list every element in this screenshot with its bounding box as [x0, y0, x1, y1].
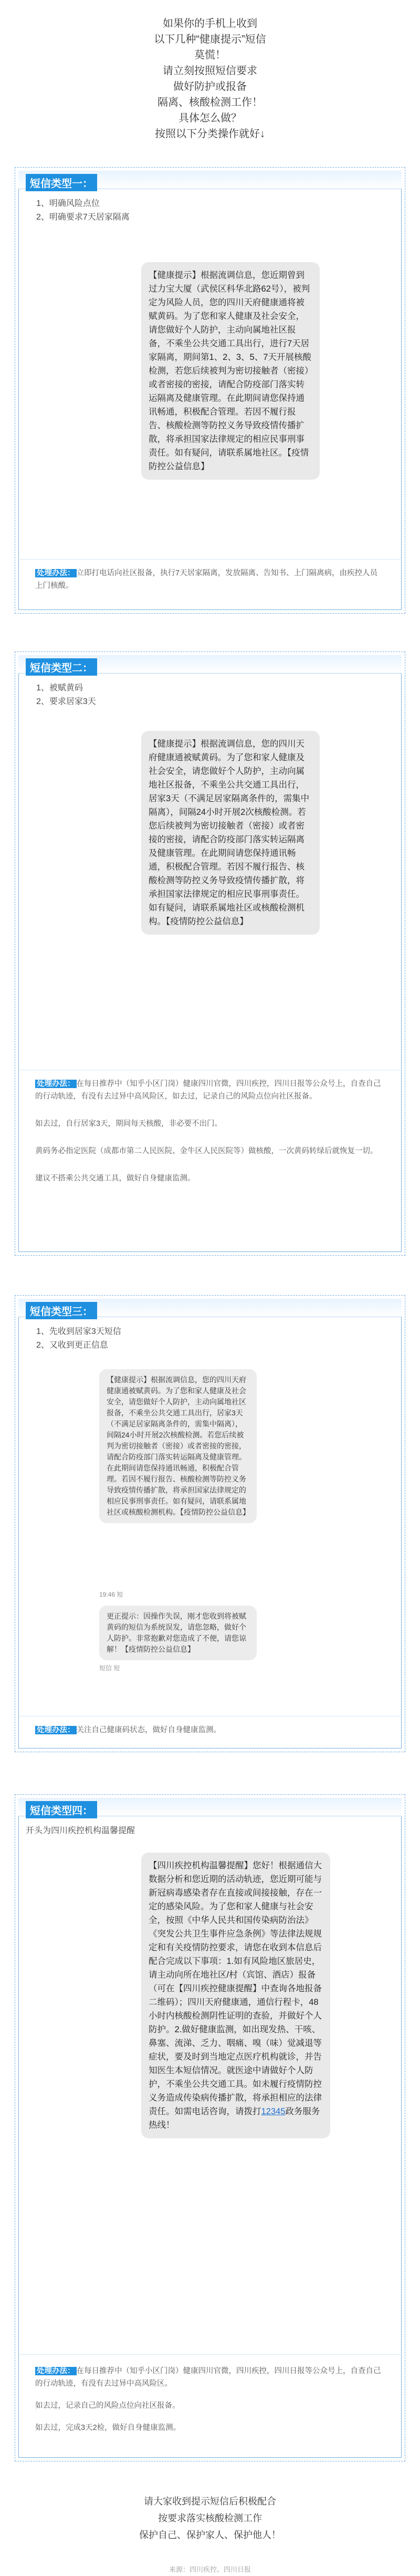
type1-note: [35, 567, 385, 592]
card-border: [18, 1299, 402, 1749]
list-item: 2、又收到更正信息: [36, 1341, 108, 1350]
note-text: 建议不搭乘公共交通工具，做好自身健康监测。: [35, 1174, 195, 1183]
sms-text: 【健康提示】根据流调信息，您的四川天府健康通被赋黄码。为了您和家人健康及社会安全，请您做好个人防护，主动向属地社区报备，不乘坐公共交通工具出行，居家3天（不满足居家隔离条件的，需集中隔离），间隔24小时开展2次核酸检测。若您后续被判为密切接触者（密接）或者密接的密接，请配合防疫部门落实转运隔离及健康管理。在此期间请您保持通讯畅通，积极配合管理。若因不履行报告、核酸检测等防控义务导致疫情传播扩散，将承担国家法律规定的相应民事刑事责任。如有疑问，请联系属地社区或核酸检测机构。【疫情防控公益信息】: [107, 1375, 250, 1516]
type3-tag: 短信类型三：: [26, 1302, 97, 1319]
note-label: 处理办法：: [35, 1080, 77, 1088]
card-header: [18, 655, 402, 674]
intro: [0, 0, 420, 142]
type1-tag: 短信类型一：: [26, 174, 97, 191]
intro-line: 以下几种“健康提示”短信: [154, 34, 266, 45]
intro-line: 隔离、核酸检测工作！: [158, 97, 262, 108]
note-text: 如去过，记录自己的风险点位向社区报备。: [35, 2402, 180, 2410]
note-text: 立即打电话向社区报备，执行7天居家隔离，发放隔离、告知书、上门隔离病，由疾控人员上门核酸。: [35, 569, 378, 590]
note-text: 如去过，完成3天2检，做好自身健康监测。: [35, 2424, 181, 2432]
card-header: [18, 1798, 402, 1816]
intro-line: 请立刻按照短信要求: [163, 65, 257, 77]
type3-correction-bubble: [99, 1606, 257, 1660]
type1-sms-bubble: [141, 262, 320, 480]
divider: [18, 2354, 402, 2355]
type2-sms-bubble: [141, 731, 320, 935]
type4-intro: 开头为四川疾控机构温馨提醒: [26, 1826, 135, 1835]
type2-tag: 短信类型二：: [26, 658, 97, 676]
intro-line: 具体怎么做？: [178, 112, 242, 124]
type4-note: [35, 2365, 385, 2434]
card-header: [18, 171, 402, 189]
sms-text: 【四川疾控机构温馨提醒】您好！根据通信大数据分析和您近期的活动轨迹，您近期可能与新冠病毒感染者存在直接或间接接触，存在一定的感染风险。为了您和家人健康与社会安全，按照《中华人民共和国传染病防治法》《突发公共卫生事件应急条例》等法律法规规定和有关疫情防控要求，请您在收到本信息后配合完成以下事项：1.如有风险地区旅居史，请主动向所在地社区/村（宾馆、酒店）报备（可在【四川疾控健康提醒】中查询各地报备二维码）；四川天府健康通，通信行程卡，48小时内核酸检测阴性证明的查验，并做好个人防护。2.做好健康监测，如出现发热、干咳、鼻塞、流涕、乏力、咽痛、嗅（味）觉减退等症状，要及时到当地定点医疗机构就诊，并告知医生本短信情况。就医途中请做好个人防护，不乘坐公共交通工具。如未履行疫情防控义务造成传染病传播扩散，将承担相应的法律责任。如需电话咨询，请拨打: [149, 1861, 322, 2116]
intro-line: 做好防护或报备: [173, 81, 247, 92]
type3-card: [15, 1295, 405, 1752]
note-text: 关注自己健康码状态，做好自身健康监测。: [76, 1726, 221, 1734]
list-item: 1、先收到居家3天短信: [36, 1327, 121, 1336]
note-label: 处理办法：: [35, 2367, 77, 2375]
type2-card: [15, 651, 405, 1256]
note-text: 如去过，自行居家3天，期间每天核酸，非必要不出门。: [35, 1120, 223, 1128]
note-text: 在每日推荐中（知乎小区门岗）健康四川官微，四川疾控，四川日报等公众号上，自查自己的行动轨迹，有没有去过异中高风险区。: [35, 2367, 381, 2388]
type4-sms-bubble: [141, 1853, 330, 2138]
type1-items: [36, 197, 130, 224]
sms-timestamp: 19:46 短: [99, 1591, 123, 1598]
type1-card: [15, 167, 405, 614]
type3-sms-bubble: [99, 1369, 257, 1523]
source-credit: 来源：四川疾控、四川日报: [169, 2565, 251, 2573]
note-text: 在每日推荐中（知乎小区门岗）健康四川官微，四川疾控，四川日报等公众号上，自查自己的行动轨迹，有没有去过异中高风险区，如去过，记录自己的风险点位向社区报备。: [35, 1080, 381, 1101]
type2-note: [35, 1078, 385, 1185]
sms-text: 【健康提示】根据流调信息，您的四川天府健康通被赋黄码。为了您和家人健康及社会安全，请您做好个人防护，主动向属地社区报备，不乘坐公共交通工具出行，居家3天（不满足居家隔离条件的，需集中隔离），间隔24小时开展2次核酸检测。若您后续被判为密切接触者（密接）或者密接的密接，请配合防疫部门落实转运隔离及健康管理。在此期间请您保持通讯畅通，积极配合管理。若因不履行报告、核酸检测等防控义务导致疫情传播扩散，将承担国家法律规定的相应民事刑事责任。如有疑问，请联系属地社区或核酸检测机构。【疫情防控公益信息】: [149, 739, 310, 926]
type4-card: [15, 1794, 405, 2461]
sms-text: 更正提示：因操作失误，刚才您收到将被赋黄码的短信为系统误发，请您忽略，做好个人防护。非常抱歉对您造成了不便，请您谅解！【疫情防控公益信息】: [107, 1612, 246, 1653]
outro-line: 请大家收到提示短信后积极配合: [144, 2496, 276, 2507]
intro-line: 按照以下分类操作就好↓: [155, 128, 265, 140]
list-item: 1、被赋黄码: [36, 684, 83, 692]
intro-line: 如果你的手机上收到: [163, 18, 257, 29]
sms-timestamp: 短信 短: [99, 1664, 120, 1672]
outro-line: 保护自己、保护家人、保护他人！: [139, 2530, 281, 2540]
type3-items: [36, 1325, 121, 1352]
divider: [18, 559, 402, 560]
sms-text: 政务服务热线！: [149, 2107, 320, 2130]
type2-items: [36, 681, 96, 709]
note-label: 处理办法：: [35, 569, 77, 577]
hotline-link[interactable]: 12345: [261, 2107, 286, 2116]
type3-note: [35, 1724, 385, 1736]
outro: [0, 2493, 420, 2543]
list-item: 1、明确风险点位: [36, 199, 100, 208]
card-header: [18, 1299, 402, 1317]
list-item: 2、要求居家3天: [36, 697, 96, 706]
list-item: 2、明确要求7天居家隔离: [36, 213, 130, 222]
outro-line: 按要求落实核酸检测工作: [158, 2513, 262, 2523]
sms-text: 【健康提示】根据流调信息，您近期曾到过力宝大厦（武侯区科华北路62号），被判定为风险人员，您的四川天府健康通将被赋黄码。为了您和家人健康及社会安全，请您做好个人防护，主动向属地社区报备，不乘坐公共交通工具出行，进行7天居家隔离，期间第1、2、3、5、7天开展核酸检测，若您后续被判为密切接触者（密接）或者密接的密接，请配合防疫部门落实转运隔离及健康管理。在此期间请您保持通讯畅通，积极配合管理。若因不履行报告、核酸检测等防控义务导致疫情传播扩散，将承担国家法律规定的相应民事刑事责任。如有疑问，请联系属地社区。【疫情防控公益信息】: [149, 271, 311, 471]
intro-line: 莫慌！: [194, 49, 226, 61]
note-label: 处理办法：: [35, 1726, 77, 1734]
note-text: 黄码务必指定医院（成都市第二人民医院、金牛区人民医院等）做核酸，一次黄码转绿后就恢复一切。: [35, 1147, 378, 1155]
type4-tag: 短信类型四：: [26, 1801, 97, 1818]
